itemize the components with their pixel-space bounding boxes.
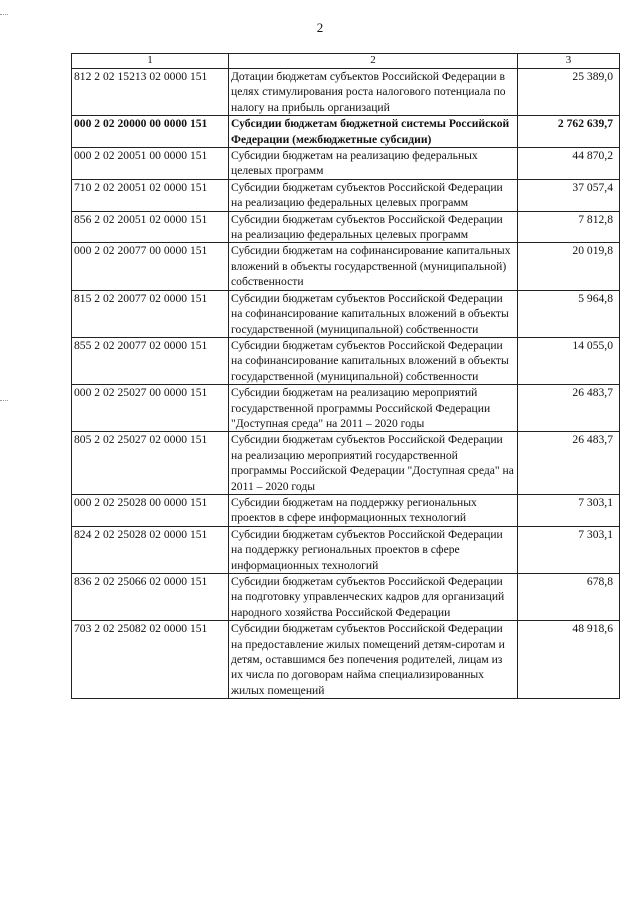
column-header-2: 2: [229, 54, 518, 69]
table-row: [72, 116, 620, 148]
margin-mark: [0, 400, 8, 401]
budget-code-cell: 824 2 02 25028 02 0000 151: [72, 526, 229, 573]
budget-code-cell: 815 2 02 20077 02 0000 151: [72, 290, 229, 337]
budget-code-cell: 000 2 02 25027 00 0000 151: [72, 385, 229, 432]
table-row: [72, 179, 620, 211]
description-cell: Субсидии бюджетам субъектов Российской Федерации на поддержку региональных проектов в сфере информационных технологий: [229, 526, 518, 573]
table-row: [72, 385, 620, 432]
description-cell: Субсидии бюджетам субъектов Российской Федерации на подготовку управленческих кадров для организаций народного хозяйства Российской Федерации: [229, 574, 518, 621]
amount-cell: 14 055,0: [518, 337, 620, 384]
table-row: [72, 211, 620, 243]
amount-cell: 48 918,6: [518, 621, 620, 699]
description-cell: Субсидии бюджетам на реализацию федеральных целевых программ: [229, 148, 518, 180]
amount-cell: 7 812,8: [518, 211, 620, 243]
budget-code-cell: 710 2 02 20051 02 0000 151: [72, 179, 229, 211]
column-header-1: 1: [72, 54, 229, 69]
table-row: [72, 243, 620, 290]
budget-code-cell: 000 2 02 20000 00 0000 151: [72, 116, 229, 148]
column-header-row: [72, 54, 620, 69]
table-row: [72, 337, 620, 384]
description-cell: Субсидии бюджетам субъектов Российской Федерации на реализацию мероприятий государственной программы Российской Федерации "Доступная среда" на 2011 – 2020 годы: [229, 432, 518, 495]
budget-code-cell: 805 2 02 25027 02 0000 151: [72, 432, 229, 495]
budget-code-cell: 000 2 02 25028 00 0000 151: [72, 494, 229, 526]
description-cell: Субсидии бюджетам бюджетной системы Российской Федерации (межбюджетные субсидии): [229, 116, 518, 148]
page-number: 2: [316, 20, 324, 35]
table-row: [72, 621, 620, 699]
budget-code-cell: 000 2 02 20077 00 0000 151: [72, 243, 229, 290]
budget-code-cell: 836 2 02 25066 02 0000 151: [72, 574, 229, 621]
budget-code-cell: 703 2 02 25082 02 0000 151: [72, 621, 229, 699]
description-cell: Субсидии бюджетам субъектов Российской Федерации на реализацию федеральных целевых программ: [229, 211, 518, 243]
column-header-3: 3: [518, 54, 620, 69]
amount-cell: 5 964,8: [518, 290, 620, 337]
table-row: [72, 69, 620, 116]
amount-cell: 37 057,4: [518, 179, 620, 211]
amount-cell: 2 762 639,7: [518, 116, 620, 148]
description-cell: Субсидии бюджетам субъектов Российской Федерации на реализацию федеральных целевых программ: [229, 179, 518, 211]
amount-cell: 678,8: [518, 574, 620, 621]
description-cell: Дотации бюджетам субъектов Российской Федерации в целях стимулирования роста налогового потенциала по налогу на прибыль организаций: [229, 69, 518, 116]
budget-code-cell: 812 2 02 15213 02 0000 151: [72, 69, 229, 116]
budget-code-cell: 000 2 02 20051 00 0000 151: [72, 148, 229, 180]
margin-mark: [0, 14, 8, 15]
table-row: [72, 290, 620, 337]
amount-cell: 20 019,8: [518, 243, 620, 290]
table-row: [72, 148, 620, 180]
budget-code-cell: 856 2 02 20051 02 0000 151: [72, 211, 229, 243]
description-cell: Субсидии бюджетам на софинансирование капитальных вложений в объекты государственной (муниципальной) собственности: [229, 243, 518, 290]
budget-revenue-table: [71, 53, 620, 699]
table-row: [72, 494, 620, 526]
amount-cell: 7 303,1: [518, 526, 620, 573]
table-row: [72, 574, 620, 621]
table-body: [72, 69, 620, 699]
description-cell: Субсидии бюджетам на поддержку региональных проектов в сфере информационных технологий: [229, 494, 518, 526]
description-cell: Субсидии бюджетам субъектов Российской Федерации на софинансирование капитальных вложений в объекты государственной (муниципальной) собственности: [229, 290, 518, 337]
amount-cell: 25 389,0: [518, 69, 620, 116]
amount-cell: 7 303,1: [518, 494, 620, 526]
description-cell: Субсидии бюджетам субъектов Российской Федерации на предоставление жилых помещений детям-сиротам и детям, оставшимся без попечения родителей, лицам из их числа по договорам найма специализированных жилых помещений: [229, 621, 518, 699]
amount-cell: 26 483,7: [518, 385, 620, 432]
amount-cell: 44 870,2: [518, 148, 620, 180]
amount-cell: 26 483,7: [518, 432, 620, 495]
table-row: [72, 526, 620, 573]
description-cell: Субсидии бюджетам на реализацию мероприятий государственной программы Российской Федерации "Доступная среда" на 2011 – 2020 годы: [229, 385, 518, 432]
description-cell: Субсидии бюджетам субъектов Российской Федерации на софинансирование капитальных вложений в объекты государственной (муниципальной) собственности: [229, 337, 518, 384]
budget-code-cell: 855 2 02 20077 02 0000 151: [72, 337, 229, 384]
table-row: [72, 432, 620, 495]
